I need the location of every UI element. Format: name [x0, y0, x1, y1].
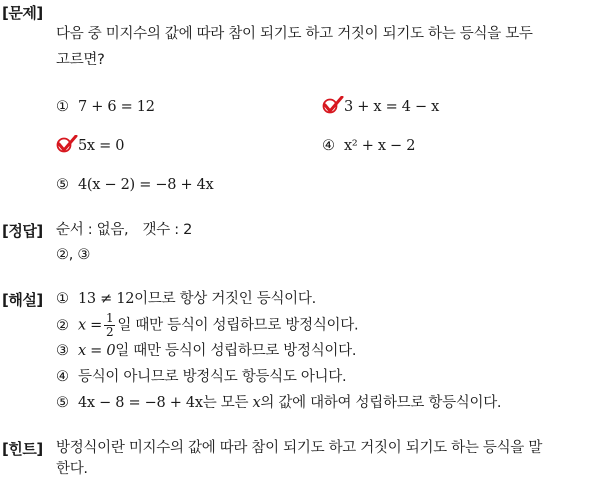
option-4[interactable]: [322, 134, 415, 158]
option-5[interactable]: [56, 173, 213, 197]
answer-value: ②, ③: [56, 247, 91, 263]
problem-text-line1: 다음 중 미지수의 값에 따라 참이 되기도 하고 거짓이 되기도 하는 등식을 모두: [56, 26, 533, 42]
option-4-expr: x² + x − 2: [344, 138, 416, 154]
option-3[interactable]: [56, 134, 124, 158]
option-1[interactable]: [56, 95, 155, 119]
explanation-label: [해설]: [2, 291, 43, 309]
problem-label: [문제]: [2, 4, 43, 22]
option-5-expr: 4(x − 2) = −8 + 4x: [78, 177, 214, 193]
hint-label: [힌트]: [2, 440, 43, 458]
answer-label: [정답]: [2, 222, 43, 240]
explanation-line-2: ② x = $\frac{1}{2}$ 일 때만 등식이 성립하므로 방정식이다.: [56, 311, 359, 339]
checkmark-icon: [56, 135, 78, 153]
hint-text-line1: 방정식이란 미지수의 값에 따라 참이 되기도 하고 거짓이 되기도 하는 등식을 말: [56, 440, 543, 456]
option-1-number: ①: [56, 99, 69, 115]
option-2[interactable]: [322, 95, 439, 119]
fraction: $\frac{1}{2}$: [106, 311, 114, 339]
explanation-line-4: ④ 등식이 아니므로 방정식도 항등식도 아니다.: [56, 369, 347, 385]
explanation-line-5: ⑤ 4x − 8 = −8 + 4x는 모든 x의 값에 대하여 성립하므로 항등식이다.: [56, 395, 502, 411]
explanation-line-1: ① 13 ≠ 12이므로 항상 거짓인 등식이다.: [56, 291, 316, 307]
option-1-expr: 7 + 6 = 12: [78, 99, 155, 115]
problem-text-line2: 고르면?: [56, 52, 105, 68]
answer-order: 순서 : 없음, 갯수 : 2: [56, 222, 193, 238]
option-3-expr: 5x = 0: [78, 138, 125, 154]
hint-text-line2: 한다.: [56, 461, 88, 477]
checkmark-icon: [322, 96, 344, 114]
option-4-number: ④: [322, 138, 335, 154]
explanation-line-3: ③ x = 0일 때만 등식이 성립하므로 방정식이다.: [56, 343, 357, 359]
option-2-expr: 3 + x = 4 − x: [344, 99, 440, 115]
option-5-number: ⑤: [56, 177, 69, 193]
